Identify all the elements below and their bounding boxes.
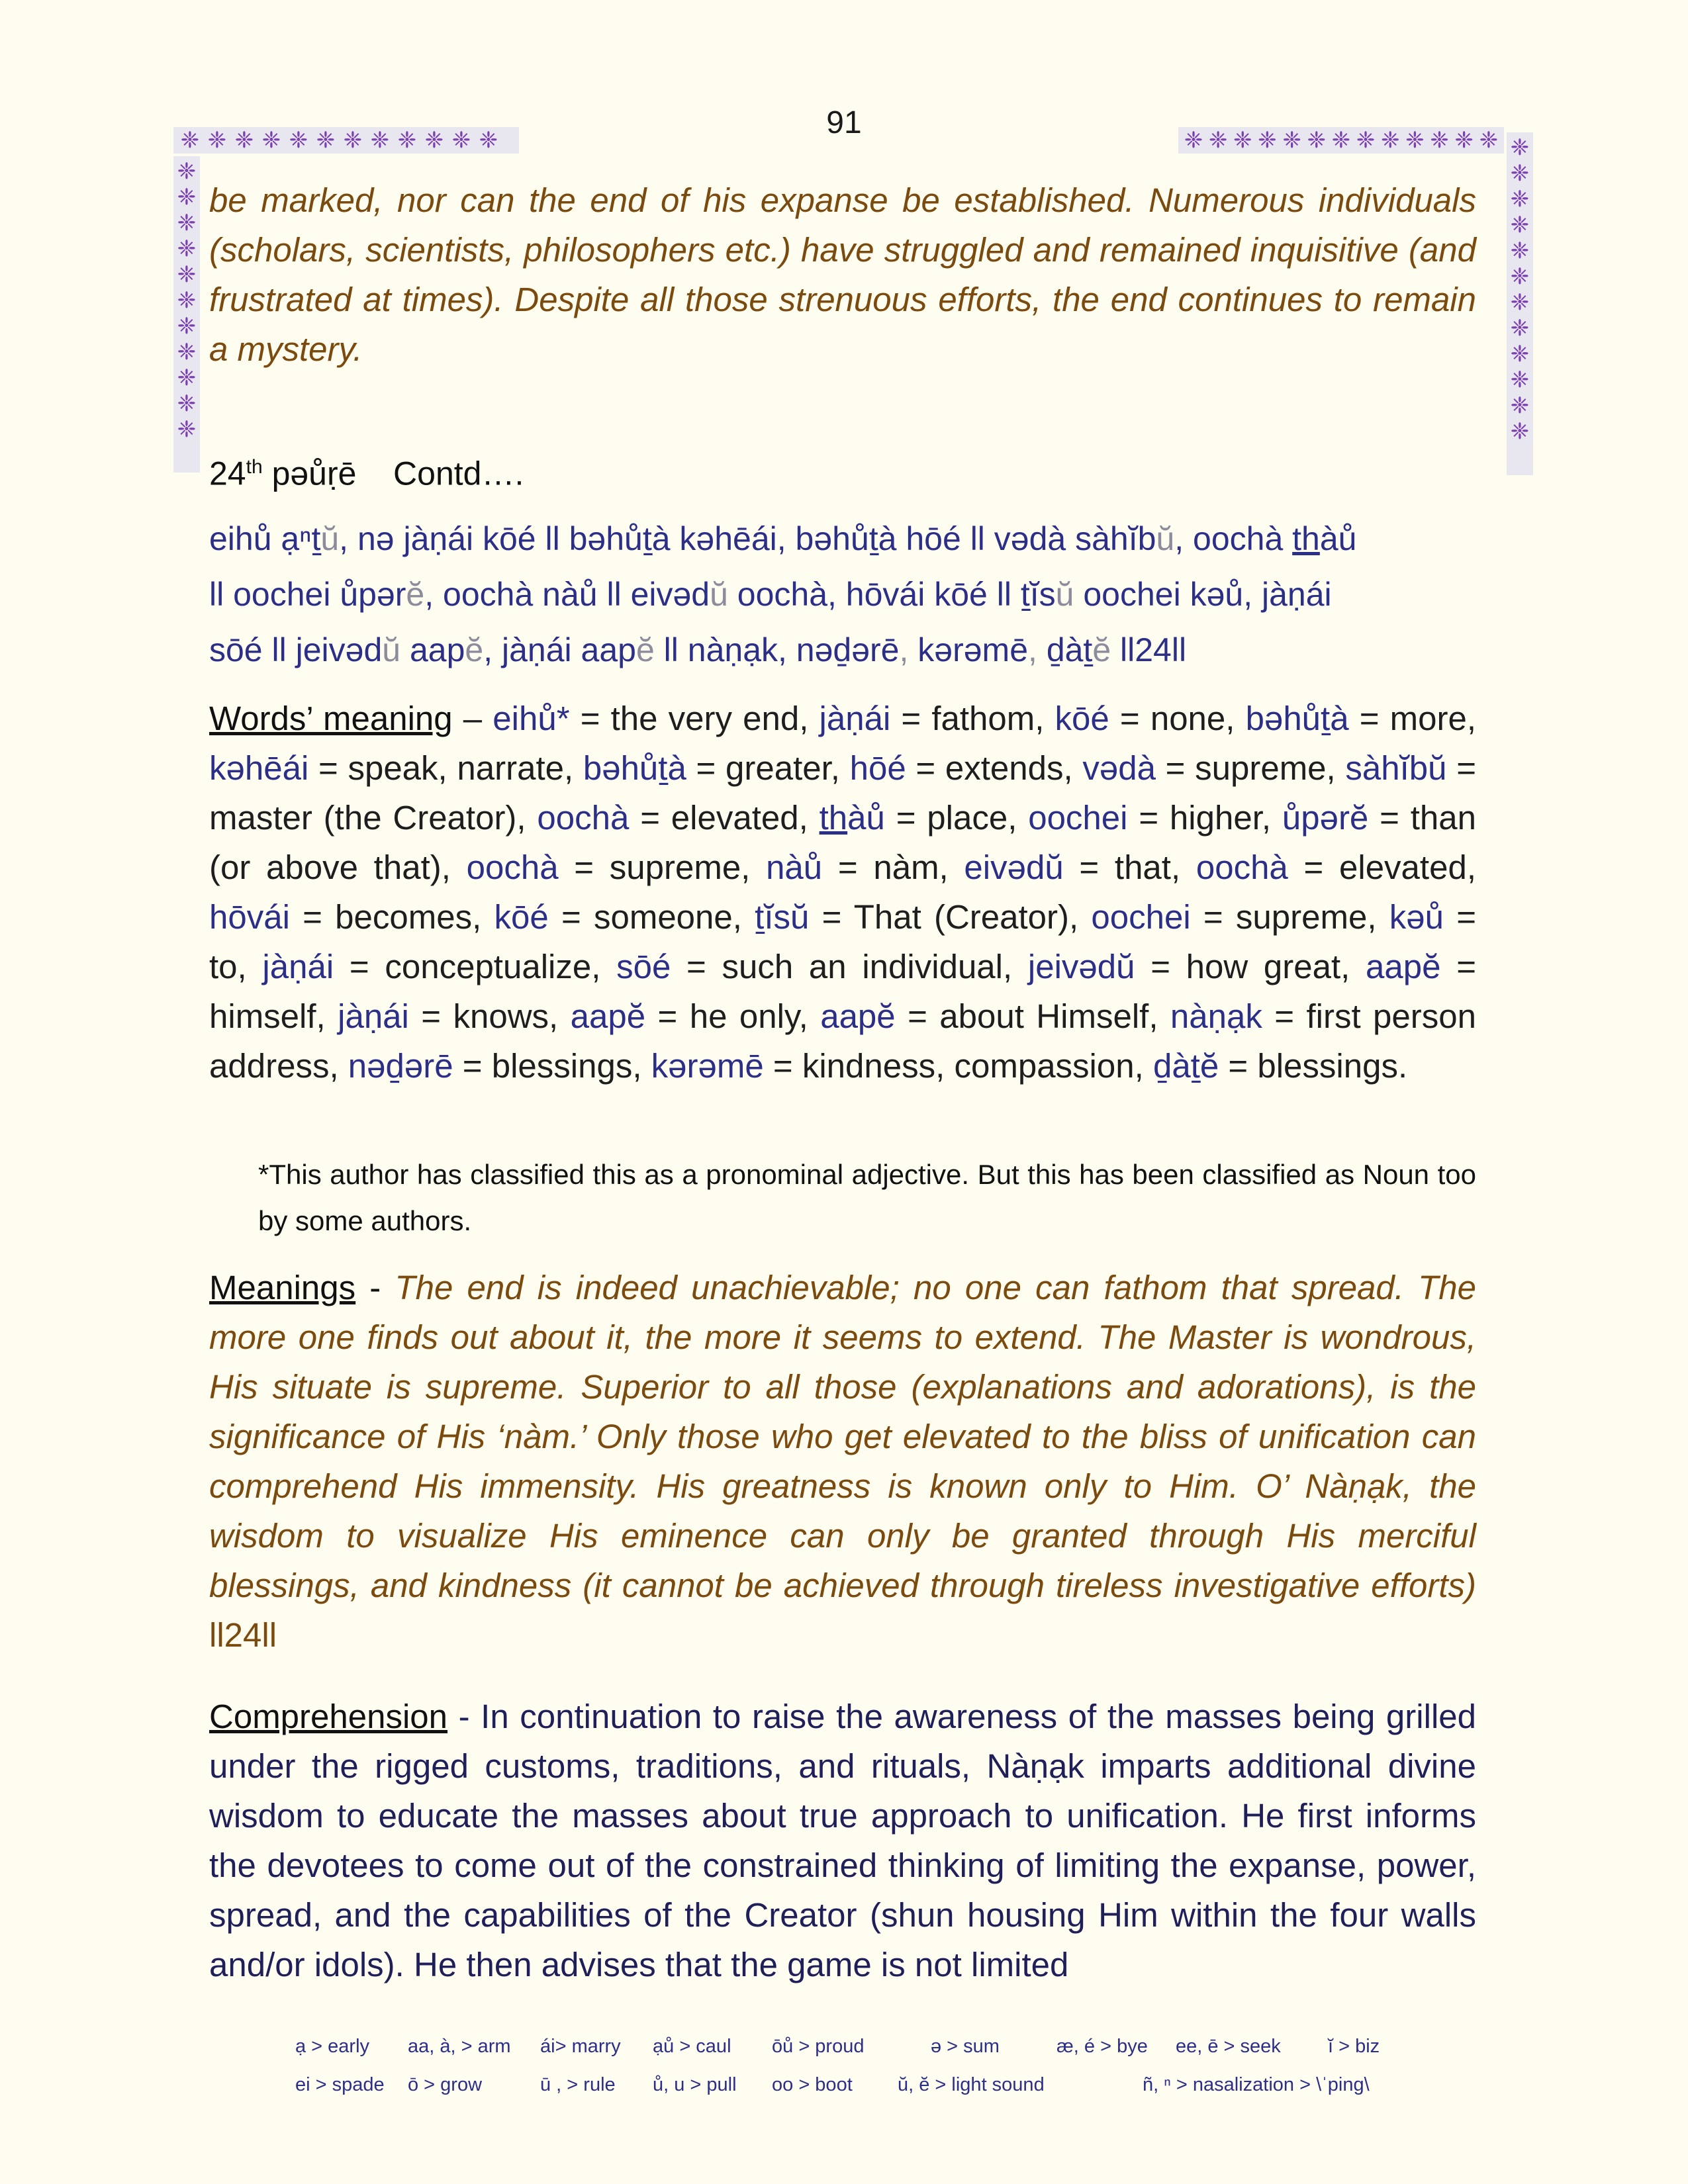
glossary-definition: = the very end, [569, 700, 820, 737]
glossary-term: hōvái [209, 898, 290, 936]
snowflake-ornament-icon: ❈ [177, 365, 197, 390]
snowflake-ornament-icon: ❈ [177, 340, 197, 365]
snowflake-ornament-icon: ❈ [1510, 135, 1530, 160]
snowflake-ornament-icon: ❈ [177, 417, 197, 442]
snowflake-ornament-icon: ❈ [177, 288, 197, 313]
glossary-term: oochà [537, 799, 630, 837]
legend-item: ŭ, ĕ > light sound [898, 2073, 1045, 2095]
glossary-term: jeivədŭ [1027, 948, 1135, 985]
verse-segment: ll nàṇạk, nəḏərē [654, 631, 900, 668]
snowflake-ornament-icon: ❈ [177, 314, 197, 339]
border-top-right [1178, 127, 1504, 154]
verse-light-vowel: ŭ [382, 631, 401, 668]
verse-line-2 [209, 567, 1476, 622]
snowflake-ornament-icon: ❈ [1307, 128, 1327, 153]
border-top-left [173, 127, 519, 154]
snowflake-ornament-icon: ❈ [180, 128, 200, 153]
glossary-term: ůpərĕ [1282, 799, 1369, 837]
glossary-term: ṯĭsŭ [755, 898, 810, 936]
glossary-term: oochà [1196, 848, 1288, 886]
glossary-definition: = than (or above that), [209, 799, 1476, 886]
glossary-definition: = speak, narrate, [308, 749, 583, 787]
snowflake-ornament-icon: ❈ [177, 185, 197, 210]
intro-paragraph [209, 175, 1476, 374]
glossary-term: jàṇái [338, 997, 409, 1035]
glossary-term: sàhĭbŭ [1345, 749, 1447, 787]
glossary-term: jàṇái [819, 700, 891, 737]
verse-segment: ḏàṯ [1037, 631, 1093, 668]
glossary-definition: = master (the Creator), [209, 749, 1476, 837]
glossary-term: kōé [494, 898, 549, 936]
glossary-term: ḏàṯĕ [1152, 1047, 1219, 1085]
snowflake-ornament-icon: ❈ [177, 391, 197, 416]
glossary-definition: = he only, [645, 997, 821, 1035]
legend-item: ạ > early [295, 2035, 370, 2057]
verse-light-vowel: , [1028, 631, 1037, 668]
glossary-term: aapĕ [820, 997, 896, 1035]
glossary-definition: = knows, [408, 997, 571, 1035]
snowflake-ornament-icon: ❈ [370, 128, 390, 153]
glossary-term: eihů* [492, 700, 570, 737]
snowflake-ornament-icon: ❈ [1331, 128, 1351, 153]
verse-light-vowel: , [899, 631, 909, 668]
legend-item: ái> marry [540, 2035, 621, 2057]
glossary-definition: = kindness, compassion, [763, 1047, 1153, 1085]
glossary-definition: = blessings, [453, 1047, 651, 1085]
glossary-term: kōé [1055, 700, 1109, 737]
snowflake-ornament-icon: ❈ [1405, 128, 1425, 153]
glossary-definition: = fathom, [890, 700, 1055, 737]
verse-light-vowel: ŭ [1055, 576, 1074, 613]
snowflake-ornament-icon: ❈ [451, 128, 471, 153]
glossary-term: oochei [1091, 898, 1191, 936]
snowflake-ornament-icon: ❈ [343, 128, 363, 153]
legend-item: ə > sum [931, 2035, 1000, 2057]
snowflake-ornament-icon: ❈ [1282, 128, 1301, 153]
legend-item: ū , > rule [540, 2073, 616, 2095]
legend-item: ů, u > pull [653, 2073, 737, 2095]
glossary-term: bəhůṯà [583, 749, 686, 787]
glossary-term: hōé [849, 749, 906, 787]
legend-item: ō > grow [408, 2073, 483, 2095]
snowflake-ornament-icon: ❈ [1510, 290, 1530, 315]
glossary-term: bəhůṯà [1245, 700, 1349, 737]
glossary-definition: = such an individual, [671, 948, 1028, 985]
border-right [1507, 132, 1533, 475]
snowflake-ornament-icon: ❈ [1479, 128, 1499, 153]
snowflake-ornament-icon: ❈ [177, 210, 197, 236]
glossary-term: nəḏərē [348, 1047, 453, 1085]
snowflake-ornament-icon: ❈ [424, 128, 444, 153]
glossary-term: oochà [466, 848, 559, 886]
verse-segment: , oochà [1174, 520, 1293, 557]
glossary-definition: = conceptualize, [334, 948, 617, 985]
snowflake-ornament-icon: ❈ [1510, 419, 1530, 444]
verse-light-vowel: ĕ [635, 631, 655, 668]
glossary-definition: = extends, [906, 749, 1083, 787]
verse-light-vowel: ŭ [320, 520, 340, 557]
glossary-definition: = place, [884, 799, 1029, 837]
footnote: *This author has classified this as a pronominal adjective. But this has been classified as Noun too by some authors. [258, 1159, 1476, 1236]
verse-segment: kərəmē [908, 631, 1029, 668]
verse-light-vowel: ĕ [1092, 631, 1111, 668]
snowflake-ornament-icon: ❈ [1258, 128, 1277, 153]
section-ordinal: 24 [209, 455, 246, 492]
snowflake-ornament-icon: ❈ [1381, 128, 1400, 153]
legend-item: ee, ē > seek [1176, 2035, 1281, 2057]
snowflake-ornament-icon: ❈ [1233, 128, 1252, 153]
meanings-text: The end is indeed unachievable; no one can fathom that spread. The more one finds out about it, the more it seems to extend. The Master is wondrous, His situate is supreme. Superior to all those (explanations and adorations), is the significance of His ‘nàm.’ Only those who get elevated to the bliss of unification can comprehend His immensity. His greatness is known only to Him. O’ Nàṇạk, the wisdom to visualize His eminence can only be granted through His merciful blessings, and kindness (it cannot be achieved through tireless investigative efforts) [209, 1269, 1476, 1604]
glossary-definition: = supreme, [558, 848, 767, 886]
snowflake-ornament-icon: ❈ [1510, 341, 1530, 367]
verse-segment: , oochà nàů ll eivəd [424, 576, 710, 613]
glossary-term: aapĕ [570, 997, 646, 1035]
meanings-dash: - [355, 1269, 395, 1306]
snowflake-ornament-icon: ❈ [1208, 128, 1228, 153]
verse-block [209, 511, 1476, 678]
words-meaning-dash: – [452, 700, 493, 737]
snowflake-ornament-icon: ❈ [1510, 161, 1530, 186]
glossary-definition: = nàm, [822, 848, 964, 886]
snowflake-ornament-icon: ❈ [1510, 367, 1530, 392]
legend-item: ei > spade [295, 2073, 385, 2095]
glossary-definition: = supreme, [1190, 898, 1389, 936]
glossary-term: kəhēái [209, 749, 309, 787]
verse-segment: oochà, hōvái kōé ll ṯĭs [727, 576, 1056, 613]
snowflake-ornament-icon: ❈ [1430, 128, 1449, 153]
glossary-definition: = more, [1348, 700, 1477, 737]
verse-line-1 [209, 511, 1476, 567]
glossary-term: nàṇạk [1170, 997, 1262, 1035]
glossary-term: sōé [616, 948, 671, 985]
snowflake-ornament-icon: ❈ [177, 262, 197, 287]
snowflake-ornament-icon: ❈ [1510, 212, 1530, 238]
snowflake-ornament-icon: ❈ [1510, 264, 1530, 289]
words-meaning-paragraph [209, 694, 1476, 1091]
legend-row-2 [295, 2066, 1487, 2104]
verse-underlined-th: th [1292, 520, 1320, 557]
section-name: pəůṛē [271, 455, 357, 492]
comprehension-paragraph [209, 1692, 1476, 1989]
snowflake-ornament-icon: ❈ [1510, 316, 1530, 341]
legend-item: ạů > caul [653, 2035, 731, 2057]
meanings-label: Meanings [209, 1269, 356, 1306]
snowflake-ornament-icon: ❈ [177, 236, 197, 261]
snowflake-ornament-icon: ❈ [1510, 238, 1530, 263]
comprehension-label: Comprehension [209, 1698, 448, 1735]
meanings-paragraph [209, 1263, 1476, 1660]
border-left [173, 156, 200, 473]
verse-light-vowel: ŭ [710, 576, 728, 613]
meanings-end: ll24ll [209, 1616, 277, 1654]
snowflake-ornament-icon: ❈ [397, 128, 417, 153]
glossary-definition: = blessings. [1219, 1047, 1408, 1085]
verse-light-vowel: ĕ [406, 576, 425, 613]
glossary-definition: = that, [1063, 848, 1196, 886]
snowflake-ornament-icon: ❈ [1510, 187, 1530, 212]
snowflake-ornament-icon: ❈ [1510, 393, 1530, 418]
snowflake-ornament-icon: ❈ [1454, 128, 1474, 153]
glossary-definition: = supreme, [1155, 749, 1346, 787]
verse-segment: eihů ạⁿṯ [209, 520, 321, 557]
glossary-definition: = how great, [1135, 948, 1366, 985]
verse-segment: oochei kəů, jàṇái [1074, 576, 1332, 613]
verse-segment: ll oochei ůpər [209, 576, 406, 613]
legend-item: oo > boot [772, 2073, 853, 2095]
glossary-definition: = That (Creator), [809, 898, 1092, 936]
glossary-definition: = becomes, [289, 898, 494, 936]
verse-line-3-end: ll24ll [1111, 631, 1187, 668]
verse-line-3 [209, 622, 1476, 678]
section-ordinal-suffix: th [246, 456, 263, 478]
snowflake-ornament-icon: ❈ [479, 128, 498, 153]
verse-light-vowel: ĕ [465, 631, 484, 668]
snowflake-ornament-icon: ❈ [289, 128, 308, 153]
verse-light-vowel: ŭ [1156, 520, 1175, 557]
glossary-term: eivədŭ [964, 848, 1064, 886]
glossary-definition: = higher, [1127, 799, 1282, 837]
glossary-definition: = to, [209, 898, 1476, 985]
glossary-term: vədà [1082, 749, 1156, 787]
snowflake-ornament-icon: ❈ [207, 128, 227, 153]
legend-item: aa, à, > arm [408, 2035, 511, 2057]
legend-item: ōů > proud [772, 2035, 865, 2057]
glossary-term: kəů [1389, 898, 1444, 936]
snowflake-ornament-icon: ❈ [1184, 128, 1203, 153]
verse-segment: sōé ll jeivəd [209, 631, 383, 668]
legend-item: ĭ > biz [1328, 2035, 1380, 2057]
comprehension-dash: - [447, 1698, 481, 1735]
comprehension-text: In continuation to raise the awareness of the masses being grilled under the rigged customs, traditions, and rituals, Nàṇạk imparts additional divine wisdom to educate the masses about true approach to unification. He first informs the devotees to come out of the constrained thinking of limiting the expanse, power, spread, and the capabilities of the Creator (shun housing Him within the four walls and/or idols). He then advises that the game is not limited [209, 1698, 1477, 1983]
pronunciation-legend [295, 2027, 1487, 2104]
glossary-definition: = greater, [686, 749, 850, 787]
verse-segment: , jàṇái aap [483, 631, 636, 668]
glossary-definition: = first person address, [209, 997, 1476, 1085]
glossary-term: kərəmē [651, 1047, 764, 1085]
glossary-term: oochei [1028, 799, 1128, 837]
intro-text: be marked, nor can the end of his expanse be established. Numerous individuals (scholars, scientists, philosophers etc.) have struggled and remained inquisitive (and frustrated at times). Despite all those strenuous efforts, the end continues to remain a mystery. [209, 181, 1476, 368]
glossary-definition: = none, [1109, 700, 1246, 737]
glossary-definition: = elevated, [1288, 848, 1476, 886]
glossary-definition: = elevated, [629, 799, 820, 837]
section-heading [209, 442, 1476, 499]
snowflake-ornament-icon: ❈ [316, 128, 336, 153]
snowflake-ornament-icon: ❈ [177, 159, 197, 184]
verse-line-1-end: àů [1319, 520, 1357, 557]
page-number: 91 [826, 105, 862, 140]
glossary-term: thàů [819, 799, 885, 837]
legend-item: æ, é > bye [1056, 2035, 1148, 2057]
glossary-definition: = himself, [209, 948, 1476, 1035]
snowflake-ornament-icon: ❈ [1356, 128, 1376, 153]
glossary-term: aapĕ [1366, 948, 1441, 985]
glossary-term: nàů [766, 848, 823, 886]
verse-segment: , nə jàṇái kōé ll bəhůṯà kəhēái, bəhůṯà hōé ll vədà sàhĭb [339, 520, 1156, 557]
glossary-definition: = someone, [548, 898, 755, 936]
glossary-definition: = about Himself, [895, 997, 1170, 1035]
verse-segment: aap [400, 631, 465, 668]
legend-row-1 [295, 2027, 1487, 2066]
snowflake-ornament-icon: ❈ [261, 128, 281, 153]
words-meaning-label: Words’ meaning [209, 700, 453, 737]
glossary-term: jàṇái [262, 948, 334, 985]
snowflake-ornament-icon: ❈ [234, 128, 254, 153]
section-contd: Contd…. [393, 455, 524, 492]
legend-item: ñ, ⁿ > nasalization > \ˈping\ [1143, 2073, 1370, 2095]
